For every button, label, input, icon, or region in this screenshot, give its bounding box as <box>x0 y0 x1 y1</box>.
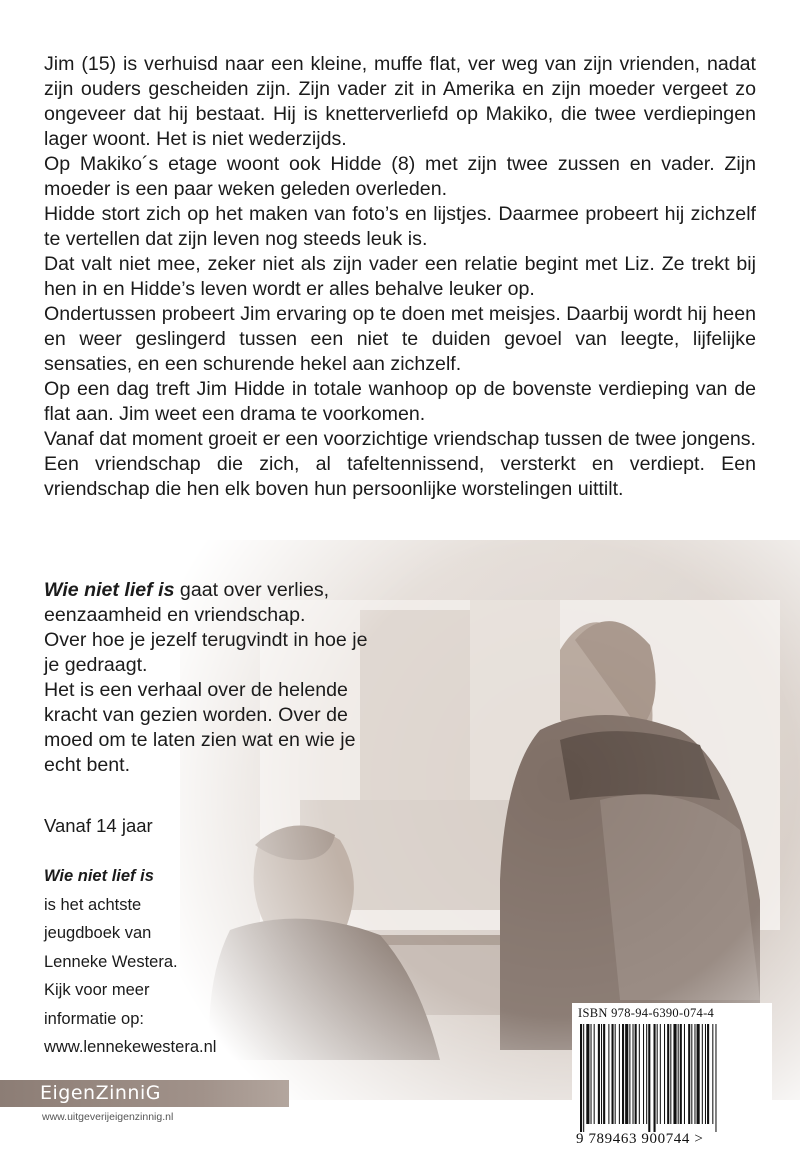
barcode-bar <box>702 1024 703 1124</box>
author-info-line: Lenneke Westera. <box>44 952 178 971</box>
barcode-bar <box>715 1024 716 1132</box>
barcode-bar <box>707 1024 709 1124</box>
barcode-bar <box>673 1024 676 1124</box>
book-title: Wie niet lief is <box>44 867 154 885</box>
barcode-bar <box>678 1024 679 1124</box>
synopsis-paragraph: Dat valt niet mee, zeker niet als zijn vader een relatie begint met Liz. Ze trekt bij hen in en Hidde’s leven wordt er alles behalve leuker op. <box>44 253 756 300</box>
barcode-bar <box>680 1024 682 1124</box>
barcode-bar <box>639 1024 640 1124</box>
synopsis-paragraph: Op een dag treft Jim Hidde in totale wanhoop op de bovenste verdieping van de flat aan. Jim weet een drama te voorkomen. <box>44 378 756 425</box>
barcode-bar <box>612 1024 614 1124</box>
barcode-bar <box>654 1024 656 1132</box>
barcode-bar <box>684 1024 685 1124</box>
summary-text: gaat over verlies, eenzaamheid en vriendschap. <box>44 579 330 626</box>
author-website-link[interactable]: www.lennekewestera.nl <box>44 1038 217 1056</box>
book-title-emphasis: Wie niet lief is <box>44 579 175 601</box>
barcode-bar <box>688 1024 690 1124</box>
isbn-digits: 9 789463 900744 > <box>576 1131 704 1147</box>
isbn-label: ISBN 978-94-6390-074-4 <box>578 1006 715 1020</box>
author-info-line: is het achtste <box>44 895 142 914</box>
barcode-bar <box>712 1024 713 1124</box>
barcode-bar <box>633 1024 634 1124</box>
author-info <box>44 862 304 1062</box>
barcode-bar <box>586 1024 589 1124</box>
age-recommendation: Vanaf 14 jaar <box>44 815 153 836</box>
barcode-bar <box>608 1024 609 1124</box>
barcode-bar <box>622 1024 624 1124</box>
barcode-bar <box>664 1024 665 1124</box>
synopsis-paragraph: Vanaf dat moment groeit er een voorzichtige vriendschap tussen de twee jongens. Een vriendschap die zich, al tafeltennissend, versterkt en verdiept. Een vriendschap die hen elk boven hun persoonlijke worstelingen uittilt. <box>44 428 756 500</box>
barcode-bar <box>694 1024 695 1124</box>
author-info-line: Kijk voor meer <box>44 981 150 999</box>
synopsis-paragraph: Hidde stort zich op het maken van foto’s en lijstjes. Daarmee probeert hij zichzelf te vertellen dat zijn leven nog steeds leuk is. <box>44 203 756 250</box>
synopsis-paragraph: Ondertussen probeert Jim ervaring op te doen met meisjes. Daarbij wordt hij heen en weer geslingerd tussen een niet te duiden gevoel van leegte, lijfelijke sensaties, en een schurende hekel aan zichzelf. <box>44 303 756 375</box>
barcode-bar <box>591 1024 592 1124</box>
barcode-bar <box>598 1024 600 1124</box>
theme-summary <box>44 578 384 778</box>
barcode-bar <box>646 1024 647 1124</box>
barcode-bar <box>635 1024 637 1124</box>
barcode-bar <box>648 1024 650 1132</box>
barcode-bar <box>697 1024 700 1124</box>
summary-paragraph <box>44 578 384 628</box>
barcode-bar <box>705 1024 706 1124</box>
barcode-bar <box>603 1024 605 1124</box>
barcode-bar <box>657 1024 658 1124</box>
barcode-bar <box>625 1024 628 1124</box>
synopsis-paragraph: Op Makiko´s etage woont ook Hidde (8) met zijn twee zussen en vader. Zijn moeder is een paar weken geleden overleden. <box>44 153 756 200</box>
barcode-bar <box>629 1024 630 1124</box>
barcode-bar <box>667 1024 669 1124</box>
barcode-bar <box>615 1024 616 1124</box>
synopsis-paragraph: Jim (15) is verhuisd naar een kleine, muffe flat, ver weg van zijn vrienden, nadat zijn ouders gescheiden zijn. Zijn vader zit in Amerika en zijn moeder vergeet zo ongeveer dat hij bestaat. Hij is knetterverliefd op Makiko, die twee verdiepingen lager woont. Het is niet wederzijds. <box>44 53 756 150</box>
barcode-bar <box>619 1024 620 1124</box>
barcode-bar <box>670 1024 671 1124</box>
synopsis <box>44 52 756 502</box>
publisher-website-link[interactable]: www.uitgeverijeigenzinnig.nl <box>42 1111 174 1123</box>
barcode-bar <box>594 1024 595 1124</box>
publisher-logo: EigenZinniG <box>40 1082 161 1104</box>
barcode-bar <box>580 1024 582 1132</box>
barcode-bar <box>660 1024 661 1124</box>
author-info-line: informatie op: <box>44 1009 144 1028</box>
barcode-bar <box>583 1024 584 1132</box>
barcode-bar <box>601 1024 602 1124</box>
barcode-icon <box>576 1024 768 1132</box>
barcode-bar <box>643 1024 644 1124</box>
author-info-line: jeugdboek van <box>44 924 152 942</box>
barcode-bar <box>691 1024 692 1124</box>
summary-paragraph: Het is een verhaal over de helende kracht van gezien worden. Over de moed om te laten zien wat en wie je echt bent. <box>44 679 356 776</box>
summary-paragraph: Over hoe je jezelf terugvindt in hoe je je gedraagt. <box>44 629 368 676</box>
